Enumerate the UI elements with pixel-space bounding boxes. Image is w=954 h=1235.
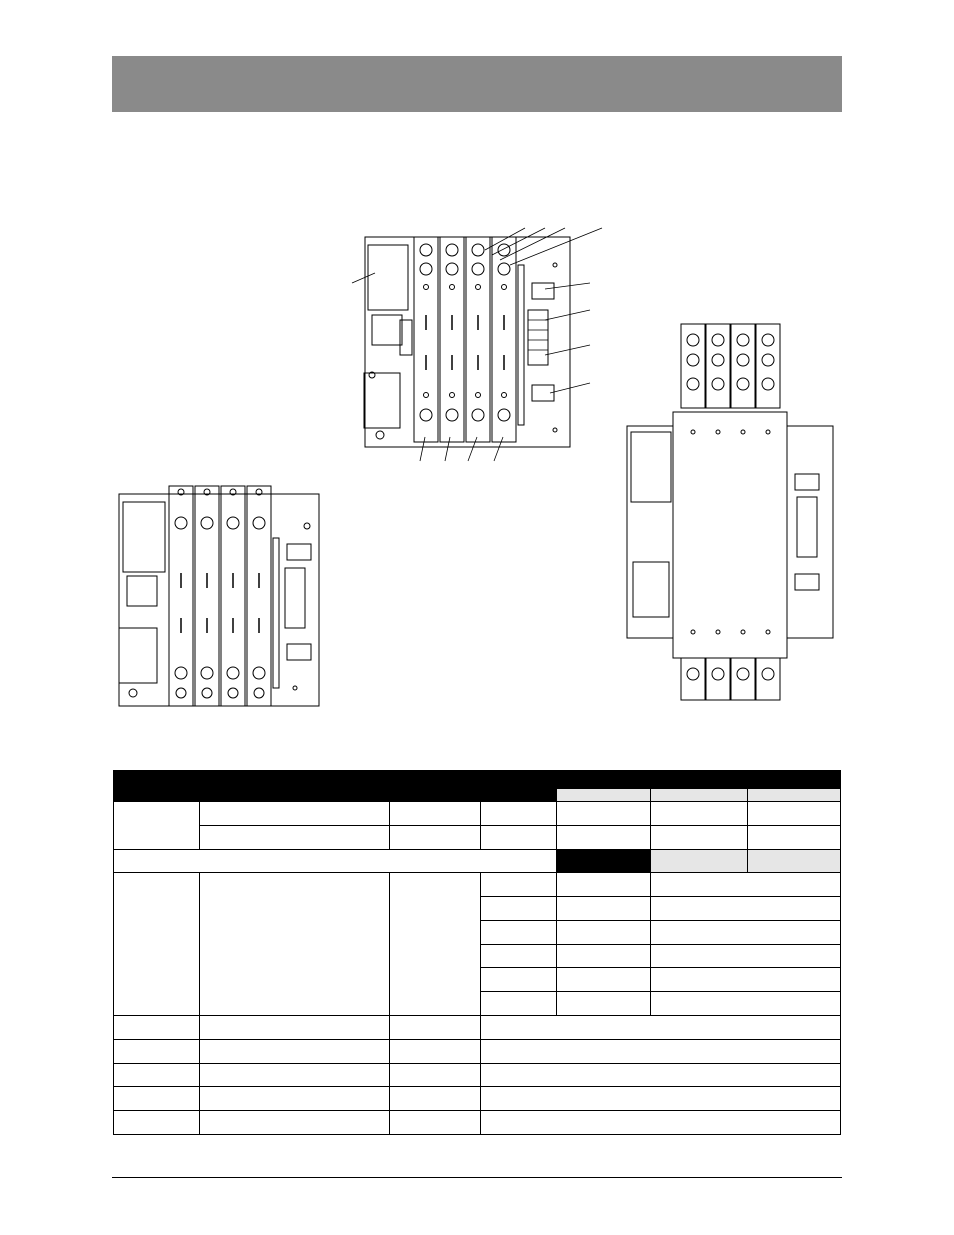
table-row [114, 825, 841, 849]
table-subheader-cell [748, 788, 841, 801]
table-header-cell [557, 771, 841, 789]
table-row [114, 849, 841, 873]
table-cell [481, 968, 557, 992]
table-cell [114, 1016, 200, 1040]
table-cell [651, 992, 841, 1016]
table-cell [200, 1039, 390, 1063]
table-cell [390, 1087, 481, 1111]
table-row [114, 1111, 841, 1135]
table-cell [114, 1111, 200, 1135]
table-cell [390, 802, 481, 826]
table-cell [557, 944, 651, 968]
table-cell [481, 920, 557, 944]
table-cell [200, 1063, 390, 1087]
table-cell [200, 825, 390, 849]
table-cell [200, 873, 390, 1016]
table-cell [481, 873, 557, 897]
table-cell [481, 1039, 841, 1063]
table-cell [200, 802, 390, 826]
table-subheader-cell [651, 788, 748, 801]
table-cell [748, 849, 841, 873]
header-band [112, 56, 842, 112]
table-subheader-cell [557, 788, 651, 801]
table-cell [557, 825, 651, 849]
table-cell [651, 920, 841, 944]
table-row [114, 1087, 841, 1111]
table-cell [481, 1063, 841, 1087]
table-cell [557, 897, 651, 921]
table-cell [114, 873, 200, 1016]
table-cell [481, 944, 557, 968]
top-switch-drawing [340, 225, 610, 465]
table-cell [651, 968, 841, 992]
table-cell [481, 1111, 841, 1135]
table-row [114, 802, 841, 826]
table-cell [200, 1111, 390, 1135]
table-row [114, 873, 841, 897]
table-cell [557, 992, 651, 1016]
table-cell [200, 1016, 390, 1040]
table-cell [651, 944, 841, 968]
table-cell [651, 897, 841, 921]
table-cell [390, 873, 481, 1016]
left-switch-drawing [115, 478, 325, 710]
table-cell [481, 992, 557, 1016]
footer-rule [112, 1177, 842, 1178]
table-cell [481, 1016, 841, 1040]
table-cell [557, 849, 651, 873]
table-cell [748, 802, 841, 826]
table-cell [651, 825, 748, 849]
table-cell [651, 802, 748, 826]
right-switch-drawing [625, 322, 837, 704]
table-row [114, 1063, 841, 1087]
spec-table [113, 770, 841, 1135]
table-cell [481, 897, 557, 921]
table-cell [390, 825, 481, 849]
table-cell [114, 1063, 200, 1087]
table-cell [651, 849, 748, 873]
table-cell [481, 802, 557, 826]
table-row [114, 1016, 841, 1040]
table-cell [651, 873, 841, 897]
table-cell [748, 825, 841, 849]
table-cell [200, 1087, 390, 1111]
table-cell [114, 849, 557, 873]
table-cell [390, 1063, 481, 1087]
table-cell [557, 873, 651, 897]
table-cell [114, 1087, 200, 1111]
table-cell [390, 1016, 481, 1040]
table-cell [114, 802, 200, 850]
table-cell [390, 1039, 481, 1063]
table-header-row [114, 771, 841, 789]
table-cell [557, 968, 651, 992]
table-cell [390, 1111, 481, 1135]
table-cell [557, 920, 651, 944]
table-cell [481, 825, 557, 849]
table-row [114, 1039, 841, 1063]
table-header-cell [114, 771, 557, 802]
table-cell [114, 1039, 200, 1063]
table-cell [481, 1087, 841, 1111]
table-cell [557, 802, 651, 826]
